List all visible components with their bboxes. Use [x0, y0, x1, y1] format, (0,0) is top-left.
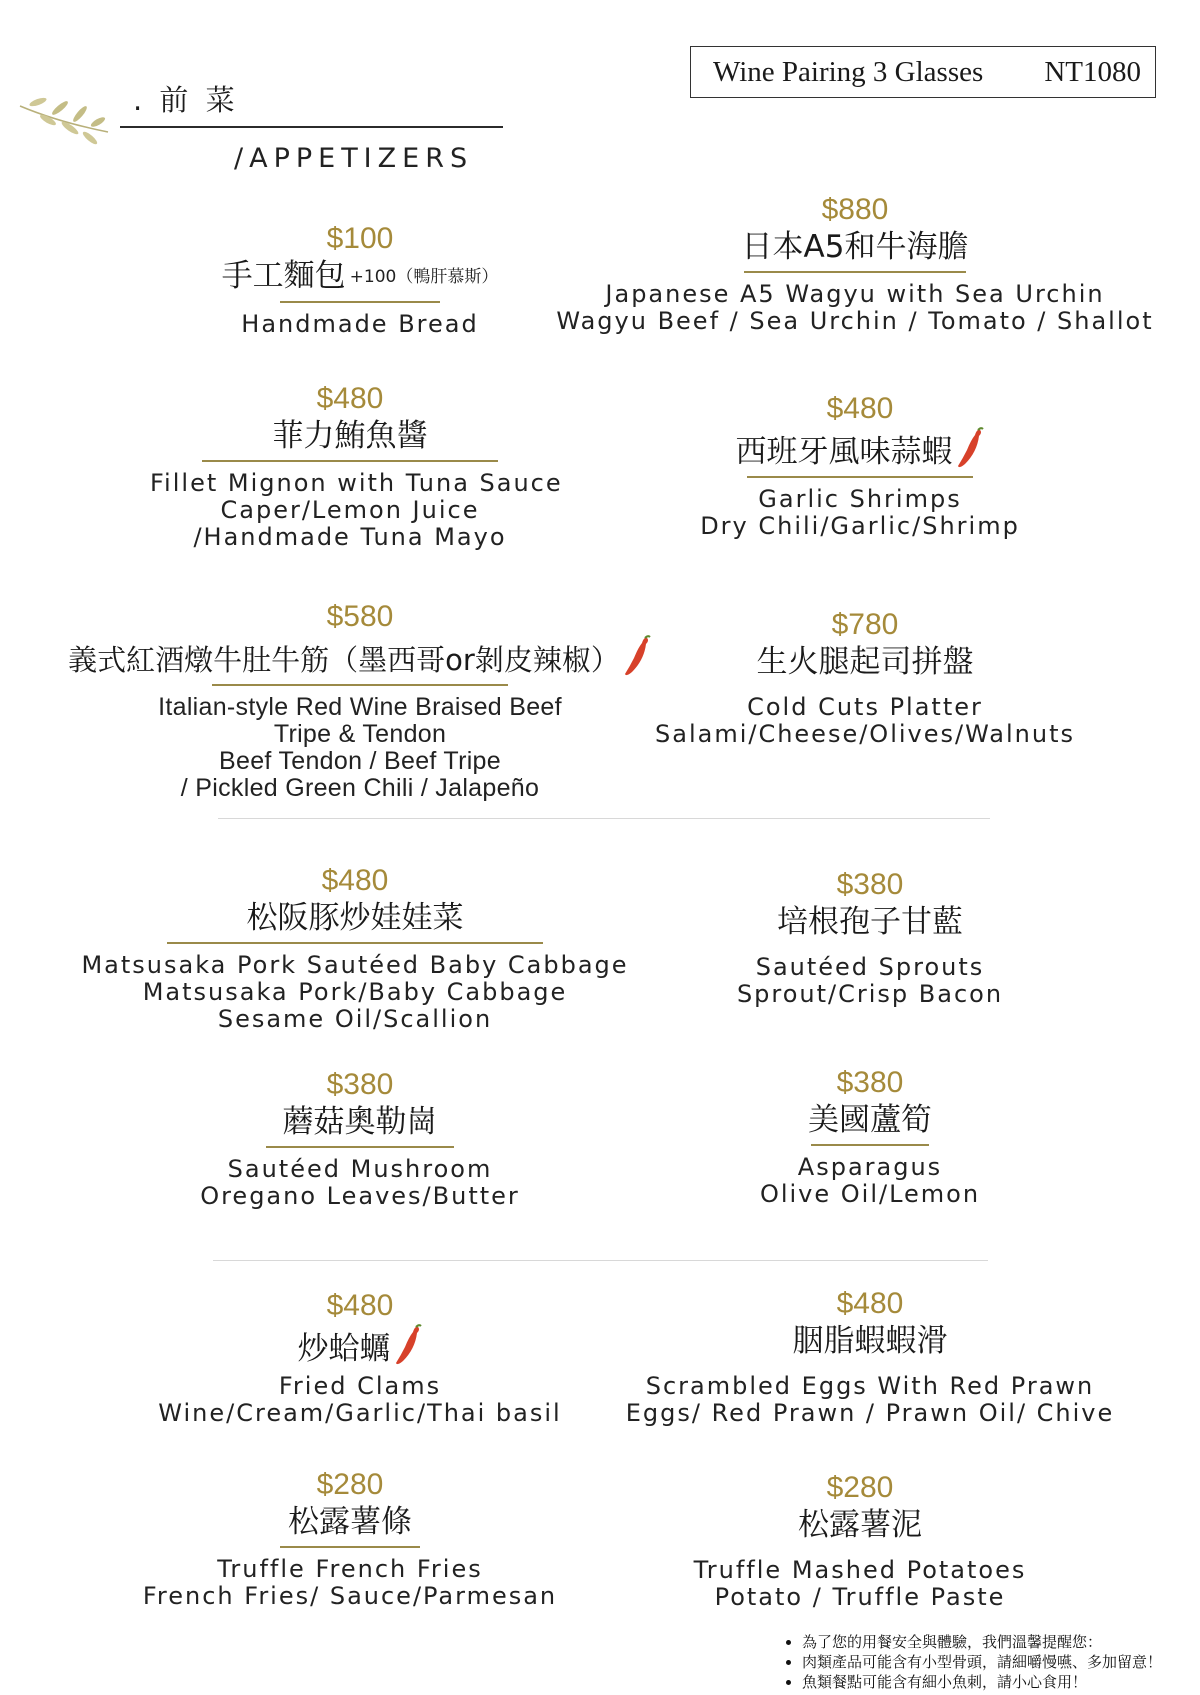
- menu-item: [60, 600, 660, 802]
- item-price: $480: [826, 392, 894, 425]
- menu-item: [650, 1471, 1070, 1611]
- item-name-cn: 松露薯條: [288, 1504, 412, 1540]
- item-desc-line: Cold Cuts Platter: [747, 693, 983, 721]
- item-name-cn: 生火腿起司拼盤: [756, 644, 974, 680]
- menu-item: [160, 1068, 560, 1210]
- item-desc-line: Potato / Truffle Paste: [714, 1583, 1006, 1611]
- item-name-cn: 手工麵包 +100（鴨肝慕斯）: [221, 258, 499, 294]
- note-item: • 為了您的用餐安全與體驗，我們溫馨提醒您：: [802, 1632, 1162, 1652]
- item-name-cn: 菲力鮪魚醬: [272, 418, 428, 454]
- menu-item: [130, 1468, 570, 1610]
- item-desc-line: Beef Tendon / Beef Tripe: [219, 747, 501, 775]
- item-desc-line: Dry Chili/Garlic/Shrimp: [700, 512, 1020, 540]
- section-title-en: /APPETIZERS: [234, 143, 474, 174]
- chili-pepper-icon: [955, 426, 985, 470]
- item-desc-line: Olive Oil/Lemon: [759, 1180, 981, 1208]
- item-desc-line: /Handmade Tuna Mayo: [193, 523, 507, 551]
- item-price: $380: [836, 868, 904, 901]
- item-price: $480: [326, 1289, 394, 1322]
- item-desc-line: Caper/Lemon Juice: [220, 496, 480, 524]
- menu-item: [60, 864, 650, 1033]
- item-name-cn: 日本A5和牛海膽: [741, 229, 969, 265]
- menu-item: [555, 193, 1155, 335]
- item-price: $100: [326, 222, 394, 255]
- note-item: • 魚類餐點可能含有細小魚刺，請小心食用！: [802, 1672, 1162, 1692]
- item-desc-line: Italian-style Red Wine Braised Beef: [158, 693, 562, 721]
- item-name-cn: 胭脂蝦蝦滑: [792, 1323, 948, 1359]
- item-price: $280: [316, 1468, 384, 1501]
- item-name-cn: 培根孢子甘藍: [777, 904, 963, 940]
- item-divider: [744, 271, 966, 273]
- item-divider: [212, 684, 508, 686]
- item-desc-line: Tripe & Tendon: [273, 720, 447, 748]
- item-price: $480: [316, 382, 384, 415]
- item-desc-line: Oregano Leaves/Butter: [200, 1182, 520, 1210]
- item-name-cn: 美國蘆筍: [808, 1102, 932, 1138]
- menu-item: [690, 868, 1050, 1008]
- allergy-notes: [780, 1632, 1162, 1692]
- section-divider: [218, 818, 990, 819]
- item-desc-line: Japanese A5 Wagyu with Sea Urchin: [605, 280, 1105, 308]
- menu-item: [160, 222, 560, 338]
- item-name-cn: 松阪豚炒娃娃菜: [246, 900, 464, 936]
- item-desc-line: Fried Clams: [278, 1372, 442, 1400]
- item-desc-line: Sprout/Crisp Bacon: [736, 980, 1004, 1008]
- item-desc-line: / Pickled Green Chili / Jalapeño: [180, 774, 540, 802]
- item-desc-line: Matsusaka Pork/Baby Cabbage: [142, 978, 568, 1006]
- item-desc-line: Garlic Shrimps: [758, 485, 962, 513]
- item-name-cn: 松露薯泥: [798, 1507, 922, 1543]
- wine-pairing-label: Wine Pairing 3 Glasses: [713, 56, 984, 88]
- item-price: $480: [836, 1287, 904, 1320]
- item-desc-line: Sautéed Sprouts: [755, 953, 985, 981]
- item-price: $380: [326, 1068, 394, 1101]
- item-price: $580: [326, 600, 394, 633]
- item-desc-line: Matsusaka Pork Sautéed Baby Cabbage: [81, 951, 629, 979]
- item-divider: [202, 460, 498, 462]
- item-divider: [811, 1144, 929, 1146]
- item-price: $380: [836, 1066, 904, 1099]
- item-desc-line: Scrambled Eggs With Red Prawn: [645, 1372, 1095, 1400]
- item-desc-line: Asparagus: [797, 1153, 943, 1181]
- wine-pairing-box: [690, 46, 1156, 98]
- menu-item: [620, 1287, 1120, 1427]
- item-price: $280: [826, 1471, 894, 1504]
- item-desc-line: Truffle French Fries: [217, 1555, 483, 1583]
- item-price: $880: [821, 193, 889, 226]
- header-divider: [120, 126, 503, 128]
- item-desc-line: Truffle Mashed Potatoes: [693, 1556, 1027, 1584]
- item-price: $780: [831, 608, 899, 641]
- menu-item: [120, 1289, 600, 1427]
- menu-item: [690, 1066, 1050, 1208]
- item-desc-line: Fillet Mignon with Tuna Sauce: [150, 469, 563, 497]
- item-name-cn: 義式紅酒燉牛肚牛筋（墨西哥or剝皮辣椒）: [60, 634, 660, 680]
- item-divider: [280, 301, 440, 303]
- menu-item: [640, 608, 1090, 748]
- item-name-cn: 蘑菇奧勒崗: [282, 1104, 438, 1140]
- item-name-cn: 西班牙風味蒜蝦: [655, 426, 1065, 472]
- item-desc-line: Eggs/ Red Prawn / Prawn Oil/ Chive: [625, 1399, 1115, 1427]
- item-desc-line: Salami/Cheese/Olives/Walnuts: [655, 720, 1075, 748]
- item-desc-line: Wagyu Beef / Sea Urchin / Tomato / Shallot: [556, 307, 1154, 335]
- item-divider: [280, 1546, 420, 1548]
- item-desc-line: Wine/Cream/Garlic/Thai basil: [158, 1399, 562, 1427]
- item-divider: [167, 942, 543, 944]
- item-desc-line: Sesame Oil/Scallion: [217, 1005, 493, 1033]
- item-name-cn: 炒蛤蠣: [120, 1323, 600, 1369]
- menu-item: [150, 382, 563, 551]
- item-desc-line: Handmade Bread: [241, 310, 479, 338]
- chili-pepper-icon: [393, 1323, 423, 1367]
- menu-item: [655, 392, 1065, 540]
- note-item: • 肉類產品可能含有小型骨頭，請細嚼慢嚥、多加留意！: [802, 1652, 1162, 1672]
- item-desc-line: Sautéed Mushroom: [227, 1155, 493, 1183]
- item-divider: [747, 476, 973, 478]
- item-desc-line: French Fries/ Sauce/Parmesan: [142, 1582, 558, 1610]
- item-price: $480: [321, 864, 389, 897]
- section-divider: [213, 1260, 988, 1261]
- item-divider: [266, 1146, 454, 1148]
- section-title-cn: . 前 菜: [133, 83, 239, 117]
- wine-pairing-price: NT1080: [1044, 56, 1141, 88]
- olive-branch-icon: [18, 92, 110, 152]
- item-note: +100（鴨肝慕斯）: [349, 267, 499, 287]
